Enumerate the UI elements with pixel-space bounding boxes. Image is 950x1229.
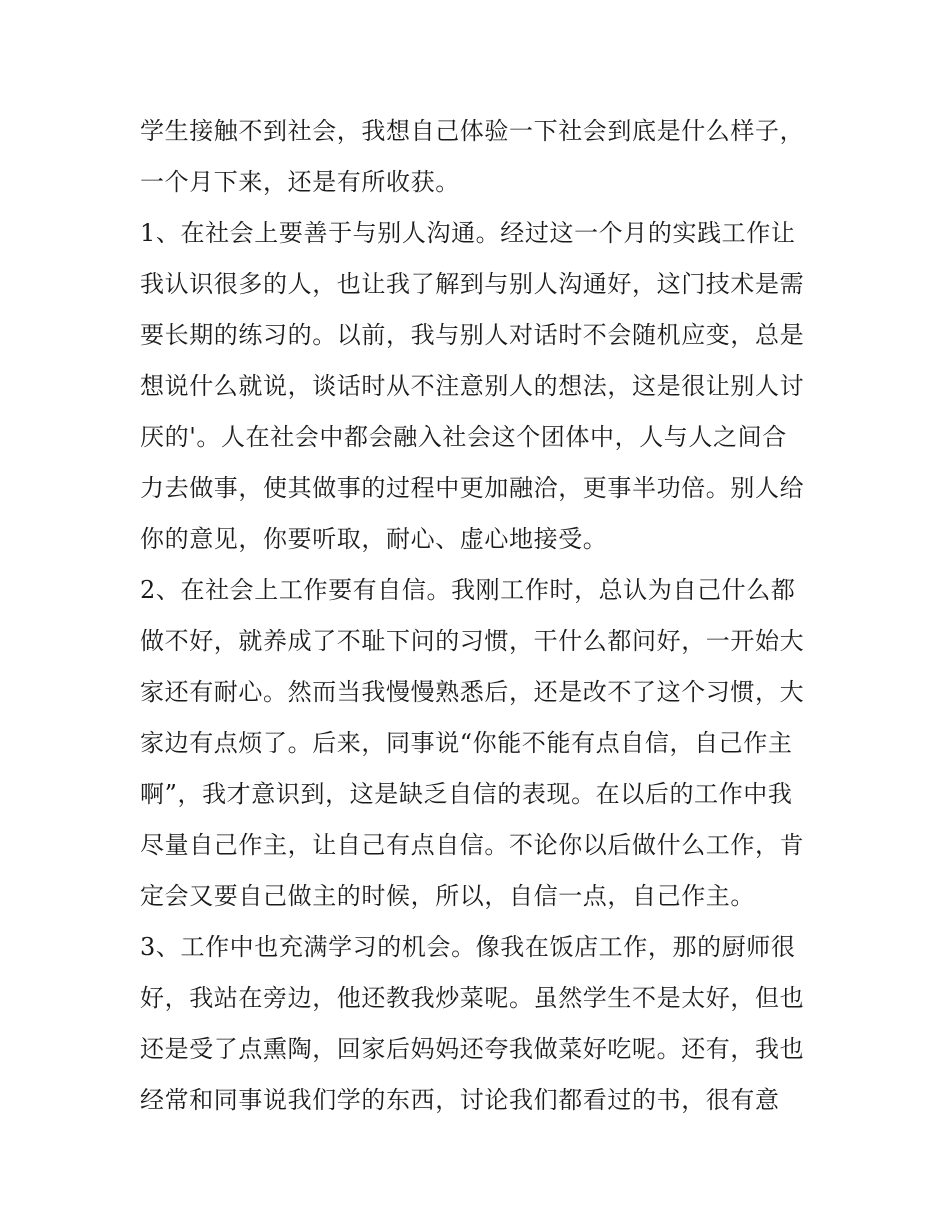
body-text bbox=[140, 106, 820, 1126]
text-line: 一个月下来，还是有所收获。 bbox=[140, 168, 460, 196]
text-line: 2、在社会上工作要有自信。我刚工作时，总认为自己什么都 bbox=[140, 576, 796, 604]
text-line: 做不好，就养成了不耻下问的习惯，干什么都问好，一开始大 bbox=[140, 627, 805, 655]
text-line: 还是受了点熏陶，回家后妈妈还夸我做菜好吃呢。还有，我也 bbox=[140, 1035, 805, 1063]
text-line: 力去做事，使其做事的过程中更加融洽，更事半功倍。别人给 bbox=[140, 474, 805, 502]
text-line: 家还有耐心。然而当我慢慢熟悉后，还是改不了这个习惯，大 bbox=[140, 678, 805, 706]
text-line: 定会又要自己做主的时候，所以，自信一点，自己作主。 bbox=[140, 882, 755, 910]
text-line: 你的意见，你要听取，耐心、虚心地接受。 bbox=[140, 525, 608, 553]
text-line: 学生接触不到社会，我想自己体验一下社会到底是什么样子， bbox=[140, 117, 805, 145]
text-line: 尽量自己作主，让自己有点自信。不论你以后做什么工作，肯 bbox=[140, 831, 805, 859]
text-line: 家边有点烦了。后来，同事说“你能不能有点自信，自己作主 bbox=[140, 729, 793, 757]
text-line: 1、在社会上要善于与别人沟通。经过这一个月的实践工作让 bbox=[140, 219, 796, 247]
text-line: 3、工作中也充满学习的机会。像我在饭店工作，那的厨师很 bbox=[140, 933, 796, 961]
text-line: 厌的'。人在社会中都会融入社会这个团体中，人与人之间合 bbox=[140, 423, 787, 451]
text-line: 啊”，我才意识到，这是缺乏自信的表现。在以后的工作中我 bbox=[140, 780, 793, 808]
text-line: 要长期的练习的。以前，我与别人对话时不会随机应变，总是 bbox=[140, 321, 805, 349]
text-line: 我认识很多的人，也让我了解到与别人沟通好，这门技术是需 bbox=[140, 270, 805, 298]
text-line: 经常和同事说我们学的东西，讨论我们都看过的书，很有意 bbox=[140, 1086, 780, 1114]
text-line: 想说什么就说，谈话时从不注意别人的想法，这是很让别人讨 bbox=[140, 372, 805, 400]
text-line: 好，我站在旁边，他还教我炒菜呢。虽然学生不是太好，但也 bbox=[140, 984, 805, 1012]
